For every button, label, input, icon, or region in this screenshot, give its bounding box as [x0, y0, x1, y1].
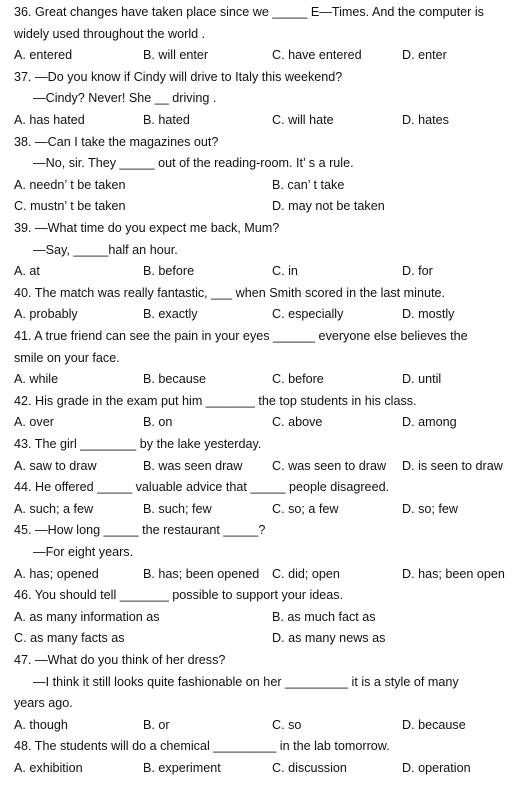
option-b: B. or — [143, 717, 170, 732]
question-48-text: 48. The students will do a chemical _________ in the lab tomorrow. — [14, 739, 390, 754]
question-38-options-cd — [14, 196, 516, 218]
question-46-text: 46. You should tell _______ possible to support your ideas. — [14, 588, 344, 603]
question-47-options — [14, 715, 516, 737]
option-c: C. before — [272, 372, 324, 387]
question-37-options — [14, 110, 516, 132]
option-d: D. hates — [402, 113, 449, 127]
option-c: C. so; a few — [272, 501, 339, 516]
question-45-reply: —For eight years. — [33, 545, 134, 559]
question-42-text: 42. His grade in the exam put him _______ the top students in his class. — [14, 393, 417, 408]
option-b: B. on — [143, 415, 173, 430]
option-a: A. has hated — [14, 113, 85, 127]
question-48-options — [14, 758, 516, 780]
question-38-reply: —No, sir. They _____ out of the reading-room. It’ s a rule. — [33, 156, 354, 171]
option-a: A. over — [14, 415, 54, 430]
option-d: D. operation — [402, 761, 471, 775]
question-41-text: 41. A true friend can see the pain in your eyes ______ everyone else believes the — [14, 329, 468, 343]
question-43-options — [14, 456, 516, 478]
question-47-reply: —I think it still looks quite fashionable on her _________ it is a style of many — [33, 674, 459, 689]
option-b: B. hated — [143, 113, 190, 127]
option-a: A. as many information as — [14, 609, 160, 624]
option-a: A. such; a few — [14, 501, 94, 516]
option-d: D. because — [402, 717, 466, 732]
option-c: C. was seen to draw — [272, 458, 387, 473]
option-d: D. for — [402, 264, 433, 279]
question-46-options-ab — [14, 607, 516, 629]
option-c: C. in — [272, 264, 298, 279]
option-a: A. saw to draw — [14, 458, 97, 473]
option-a: A. needn’ t be taken — [14, 177, 126, 192]
option-d: D. so; few — [402, 501, 458, 516]
option-c: C. above — [272, 415, 323, 430]
option-c: C. mustn’ t be taken — [14, 199, 126, 214]
question-36-text: 36. Great changes have taken place since we _____ E—Times. And the computer is — [14, 5, 484, 19]
option-b: B. as much fact as — [272, 609, 376, 624]
question-38-options-ab — [14, 175, 516, 197]
question-42-options — [14, 412, 516, 434]
option-a: A. has; opened — [14, 566, 99, 581]
option-b: B. has; been opened — [143, 566, 260, 581]
option-d: D. mostly — [402, 307, 455, 322]
question-41-options — [14, 369, 516, 391]
option-b: B. before — [143, 264, 195, 279]
option-c: C. as many facts as — [14, 631, 125, 646]
option-b: B. exactly — [143, 307, 198, 322]
option-b: B. can’ t take — [272, 177, 345, 192]
option-d: D. has; been open — [402, 566, 505, 581]
option-d: D. until — [402, 372, 442, 387]
question-45-options — [14, 564, 516, 586]
option-b: B. because — [143, 372, 207, 387]
option-c: C. have entered — [272, 48, 362, 63]
option-d: D. enter — [402, 48, 447, 63]
option-b: B. will enter — [143, 48, 209, 63]
option-a: A. though — [14, 717, 68, 732]
option-c: C. so — [272, 717, 302, 732]
question-36-text-cont: widely used throughout the world . — [14, 26, 206, 41]
option-c: C. especially — [272, 307, 344, 322]
question-39-text: 39. —What time do you expect me back, Mum? — [14, 221, 280, 235]
question-36-options — [14, 45, 516, 67]
option-a: A. exhibition — [14, 761, 83, 775]
option-b: B. experiment — [143, 761, 221, 775]
question-40-text: 40. The match was really fantastic, ___ when Smith scored in the last minute. — [14, 285, 445, 300]
option-b: B. was seen draw — [143, 458, 243, 473]
question-37-reply: —Cindy? Never! She __ driving . — [33, 91, 217, 106]
question-43-text: 43. The girl ________ by the lake yesterday. — [14, 437, 262, 451]
question-38-text: 38. —Can I take the magazines out? — [14, 134, 219, 149]
option-d: D. may not be taken — [272, 199, 385, 214]
question-46-options-cd — [14, 628, 516, 650]
option-a: A. entered — [14, 48, 73, 63]
option-d: D. is seen to draw — [402, 458, 503, 473]
question-44-options — [14, 499, 516, 521]
question-47-text: 47. —What do you think of her dress? — [14, 653, 226, 667]
question-37-text: 37. —Do you know if Cindy will drive to Italy this weekend? — [14, 69, 343, 84]
option-b: B. such; few — [143, 501, 212, 516]
option-a: A. at — [14, 264, 40, 279]
option-c: C. will hate — [272, 113, 334, 127]
question-41-text-cont: smile on your face. — [14, 350, 120, 365]
option-a: A. while — [14, 372, 59, 387]
option-c: C. did; open — [272, 566, 340, 581]
option-d: D. among — [402, 415, 457, 430]
question-39-options — [14, 261, 516, 283]
option-d: D. as many news as — [272, 631, 386, 646]
question-40-options — [14, 304, 516, 326]
option-c: C. discussion — [272, 761, 347, 775]
question-39-reply: —Say, _____half an hour. — [33, 242, 178, 257]
question-47-reply-cont: years ago. — [14, 696, 73, 711]
question-45-text: 45. —How long _____ the restaurant _____? — [14, 523, 266, 538]
option-a: A. probably — [14, 307, 78, 322]
question-44-text: 44. He offered _____ valuable advice that _____ people disagreed. — [14, 480, 390, 495]
